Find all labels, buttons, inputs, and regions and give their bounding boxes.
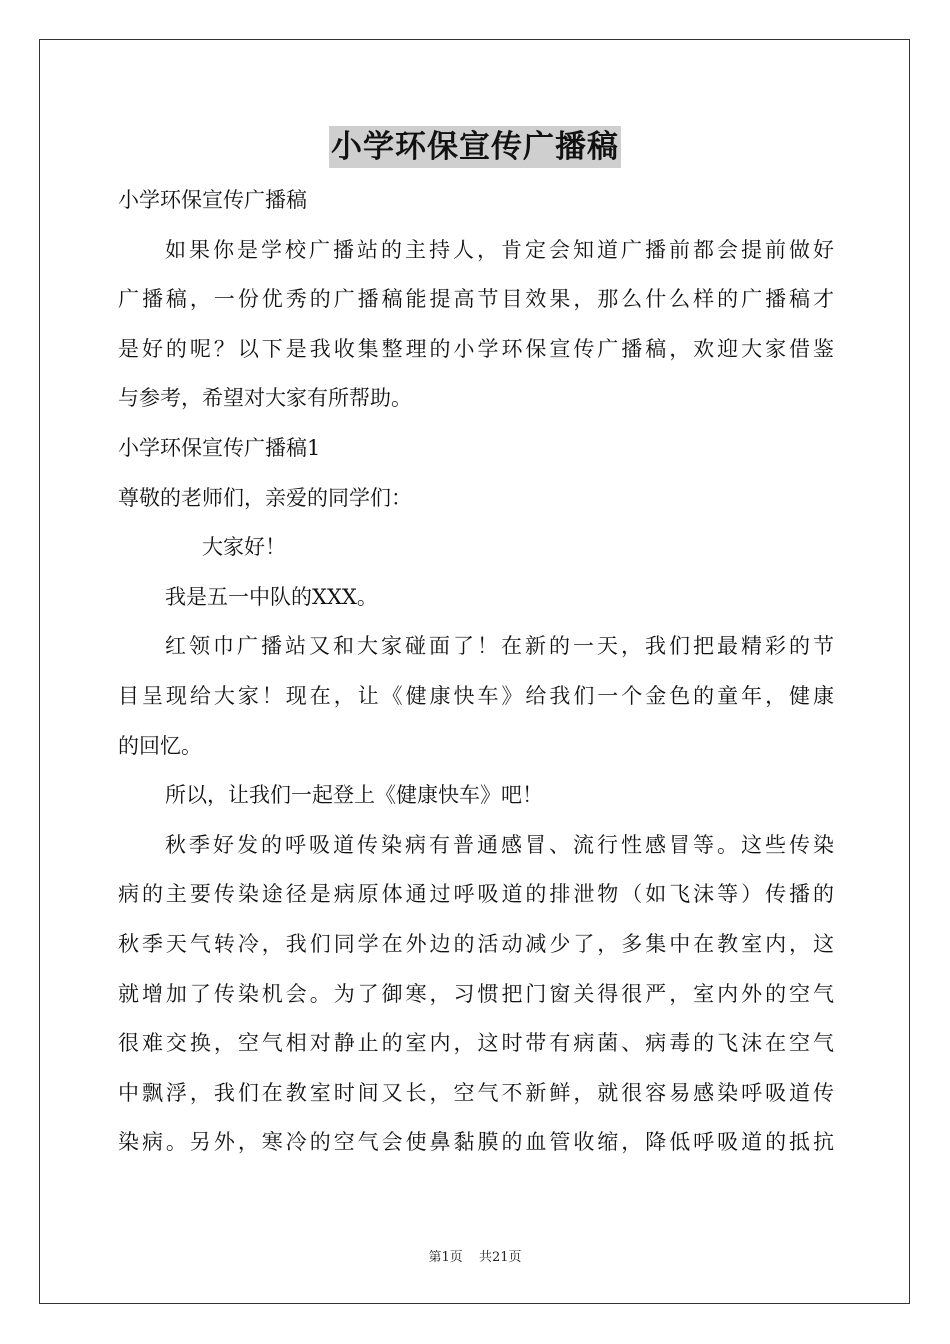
greeting-line: 大家好！ (202, 535, 286, 560)
paragraph-line: 染病。另外，寒冷的空气会使鼻黏膜的血管收缩，降低呼吸道的抵抗 (118, 1130, 834, 1155)
paragraph-line: 很难交换，空气相对静止的室内，这时带有病菌、病毒的飞沫在空气 (118, 1031, 834, 1056)
paragraph-line: 红领巾广播站又和大家碰面了！在新的一天，我们把最精彩的节 (165, 634, 834, 659)
paragraph-line: 与参考，希望对大家有所帮助。 (118, 386, 412, 411)
page-total: 共21页 (478, 1250, 522, 1265)
paragraph-line: 中飘浮，我们在教室时间又长，空气不新鲜，就很容易感染呼吸道传 (118, 1080, 834, 1105)
paragraph-line: 所以，让我们一起登上《健康快车》吧！ (165, 783, 543, 808)
subtitle-line: 小学环保宣传广播稿 (118, 188, 307, 212)
paragraph-line: 如果你是学校广播站的主持人，肯定会知道广播前都会提前做好 (165, 237, 834, 262)
page-footer (0, 1246, 950, 1265)
paragraph-line: 秋季天气转冷，我们同学在外边的活动减少了，多集中在教室内，这 (118, 931, 834, 956)
paragraph-line: 就增加了传染机会。为了御寒，习惯把门窗关得很严，室内外的空气 (118, 981, 834, 1006)
paragraph-line: 秋季好发的呼吸道传染病有普通感冒、流行性感冒等。这些传染 (165, 832, 834, 857)
page-number: 第1页 (428, 1250, 463, 1265)
paragraph-line: 病的主要传染途径是病原体通过呼吸道的排泄物（如飞沫等）传播的 (118, 882, 834, 907)
document-body (118, 176, 834, 1168)
salutation-line: 尊敬的老师们，亲爱的同学们： (118, 485, 412, 510)
document-title: 小学环保宣传广播稿 (329, 126, 621, 168)
title-container (0, 126, 950, 168)
section-heading: 小学环保宣传广播稿1 (118, 435, 321, 460)
paragraph-line: 我是五一中队的XXX。 (165, 584, 378, 609)
paragraph-line: 的回忆。 (118, 733, 202, 758)
paragraph-line: 是好的呢？以下是我收集整理的小学环保宣传广播稿，欢迎大家借鉴 (118, 336, 834, 361)
paragraph-line: 目呈现给大家！现在，让《健康快车》给我们一个金色的童年，健康 (118, 683, 834, 708)
paragraph-line: 广播稿，一份优秀的广播稿能提高节目效果，那么什么样的广播稿才 (118, 287, 834, 312)
